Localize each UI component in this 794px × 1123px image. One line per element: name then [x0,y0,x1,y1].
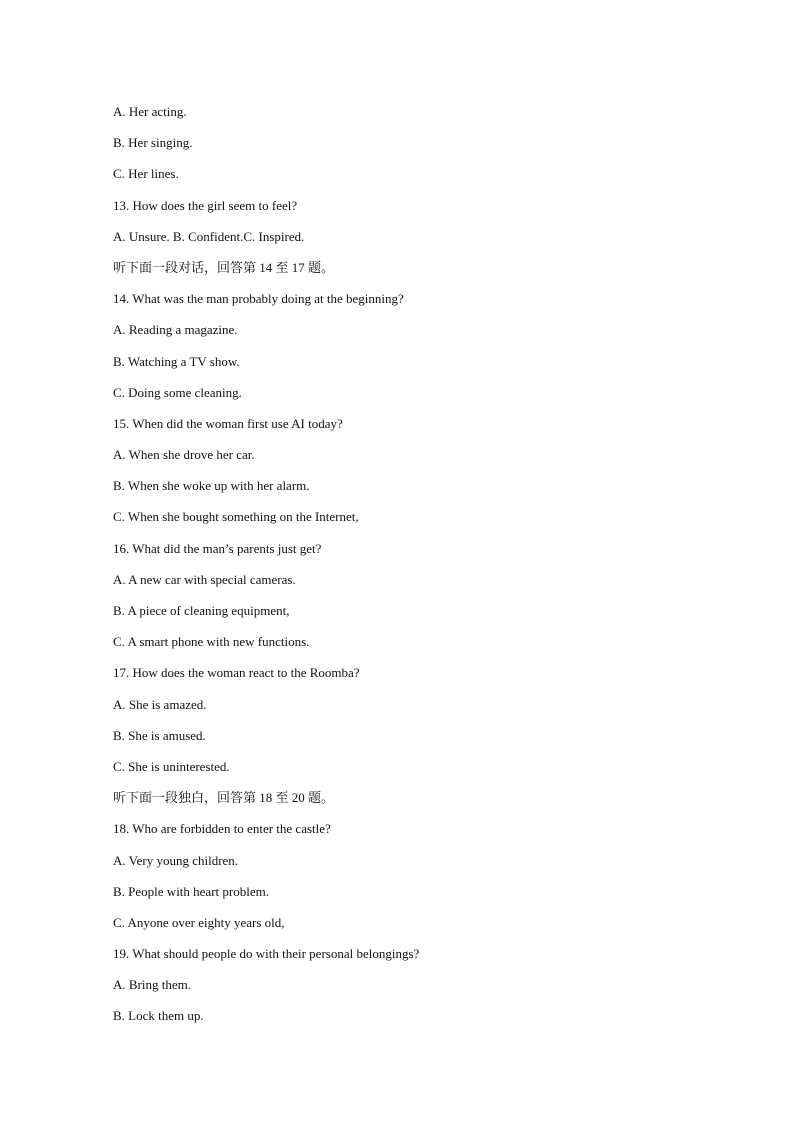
question-17: 17. How does the woman react to the Roomba? [113,665,360,681]
option-19-a: A. Bring them. [113,977,191,993]
option-18-c: C. Anyone over eighty years old, [113,914,285,930]
option-15-c: C. When she bought something on the Internet, [113,509,359,525]
question-18: 18. Who are forbidden to enter the castle? [113,821,331,837]
option-16-b: B. A piece of cleaning equipment, [113,603,290,618]
option-15-b: B. When she woke up with her alarm. [113,478,310,494]
option-18-b: B. People with heart problem. [113,883,269,899]
option-18-a: A. Very young children. [113,852,239,868]
question-16: 16. What did the man’s parents just get? [113,540,322,556]
option-14-b: B. Watching a TV show. [113,353,240,369]
option-14-c: C. Doing some cleaning. [113,384,242,400]
question-13: 13. How does the girl seem to feel? [113,197,298,213]
option-16-a: A. A new car with special cameras. [113,571,296,587]
option-14-a: A. Reading a magazine. [113,322,238,338]
option-17-b: B. She is amused. [113,727,206,743]
question-19: 19. What should people do with their personal belongings? [113,946,420,962]
question-14: 14. What was the man probably doing at the beginning? [113,291,404,307]
option-12-c: C. Her lines. [113,166,179,182]
option-15-a: A. When she drove her car. [113,447,255,463]
option-16-c: C. A smart phone with new functions. [113,634,310,650]
option-17-a: A. She is amazed. [113,696,207,712]
options-13: A. Unsure. B. Confident.C. Inspired. [113,228,305,244]
option-12-b: B. Her singing. [113,135,193,151]
option-19-b: B. Lock them up. [113,1008,204,1024]
option-12-a: A. Her acting. [113,104,187,119]
option-17-c: C. She is uninterested. [113,758,230,774]
question-list [113,104,733,1040]
section-instruction-14-17: 听下面一段对话，回答第 14 至 17 题。 [113,259,335,275]
section-instruction-18-20: 听下面一段独白，回答第 18 至 20 题。 [113,790,335,806]
question-15: 15. When did the woman first use AI today? [113,415,343,431]
